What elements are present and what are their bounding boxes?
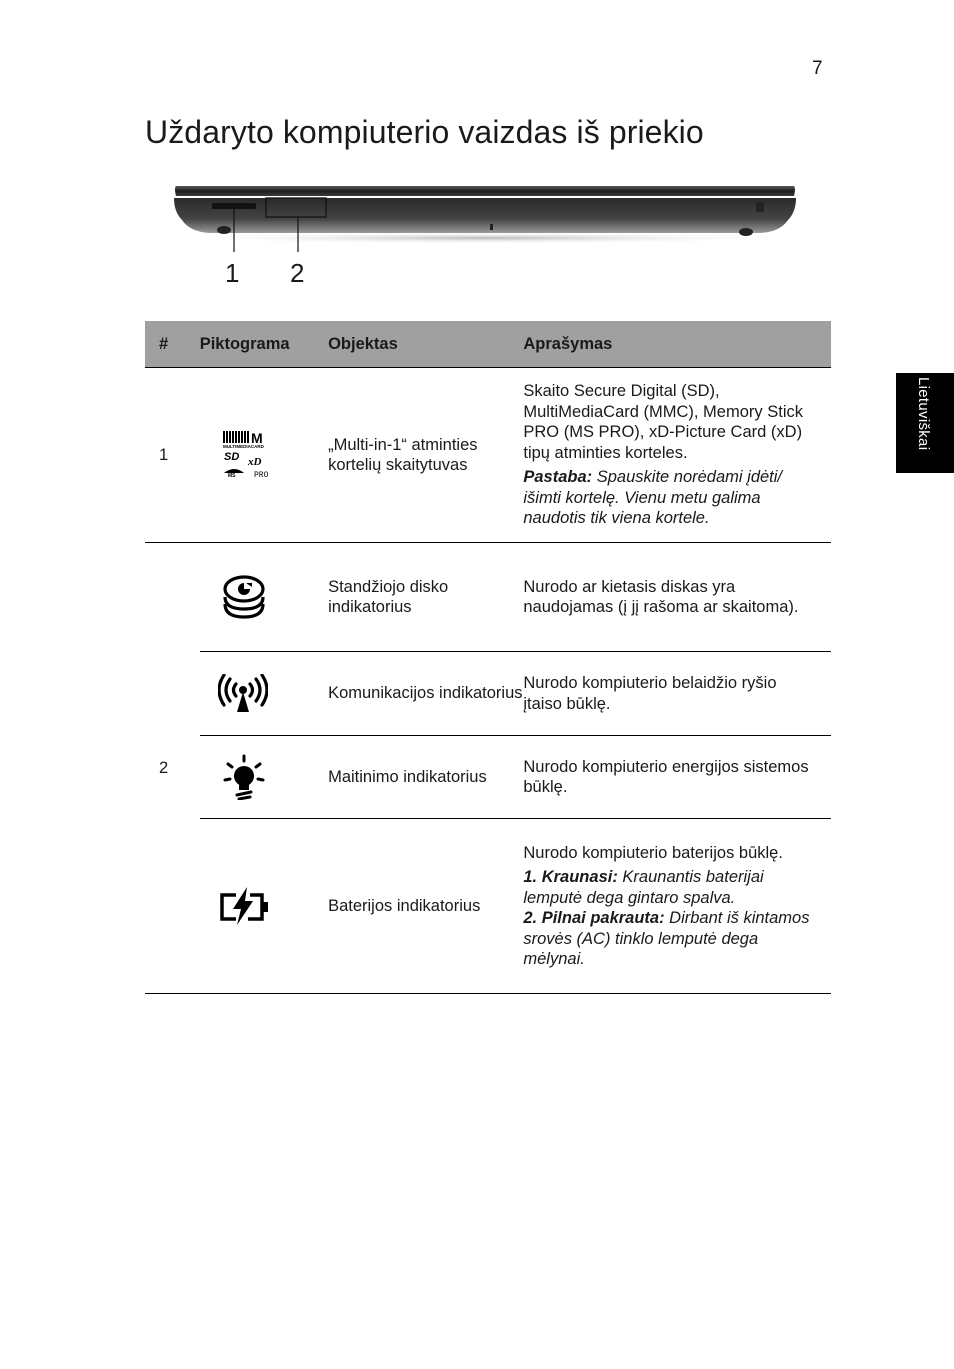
laptop-foot-right-top	[756, 202, 764, 212]
laptop-lid	[175, 186, 795, 196]
table-row	[145, 543, 831, 652]
laptop-shadow	[165, 232, 805, 244]
note-label: Pastaba:	[523, 468, 593, 487]
language-side-tab	[896, 373, 954, 473]
note-text: Dirbant iš kintamos srovės (AC) tinklo lemputė dega mėlynai.	[523, 909, 810, 968]
row-item: Komunikacijos indikatorius	[328, 652, 523, 736]
row-item: „Multi-in-1“ atminties kortelių skaitytuvas	[328, 368, 523, 543]
pro-logo-text: PRO	[253, 471, 269, 480]
ms-logo-text: MS	[227, 473, 236, 479]
row-description: Nurodo kompiuterio energijos sistemos būklę.	[523, 736, 831, 819]
row-num: 1	[145, 368, 200, 543]
laptop-foot-right	[739, 228, 753, 236]
header-item: Objektas	[328, 321, 523, 368]
table-row	[145, 652, 831, 736]
row-note	[523, 467, 817, 529]
laptop-latch	[490, 224, 493, 230]
mmc-label-text: MULTIMEDIACARD	[222, 444, 264, 449]
row-note-charging	[523, 867, 817, 908]
table-row	[145, 736, 831, 819]
row-description: Nurodo kompiuterio baterijos būklę.	[523, 843, 783, 862]
header-num: #	[145, 321, 200, 368]
note-text: Spauskite norėdami įdėti/ išimti kortelę. Vienu metu galima naudotis tik viena kortele.	[523, 468, 783, 528]
side-tab-label: Lietuviškai	[915, 377, 932, 451]
row-item: Maitinimo indikatorius	[328, 736, 523, 819]
page-number: 7	[812, 58, 823, 79]
battery-icon	[218, 886, 270, 926]
callout-label-2: 2	[290, 258, 305, 288]
table-header-row	[145, 321, 831, 368]
note-label: 2. Pilnai pakrauta:	[523, 909, 665, 927]
multi-in-1-card-reader-icon	[222, 429, 276, 481]
laptop-base	[174, 198, 796, 233]
xd-logo-text: xD	[247, 456, 262, 468]
parts-table	[145, 321, 831, 994]
header-icon: Piktograma	[200, 321, 328, 368]
page-title: Uždaryto kompiuterio vaizdas iš priekio	[145, 114, 704, 150]
row-description: Skaito Secure Digital (SD), MultiMediaCard (MMC), Memory Stick PRO (MS PRO), xD-Picture Card (xD) tipų atminties korteles.	[523, 382, 803, 462]
row-description: Nurodo ar kietasis diskas yra naudojamas (į jį rašoma ar skaitoma).	[523, 543, 831, 652]
row-note-charged	[523, 908, 817, 970]
mmc-m-text: M	[250, 430, 263, 446]
wireless-icon	[218, 674, 268, 714]
table-row	[145, 368, 831, 543]
power-icon	[222, 754, 266, 800]
header-desc: Aprašymas	[523, 321, 831, 368]
laptop-foot-left	[217, 226, 231, 234]
laptop-front-view-illustration	[160, 180, 810, 290]
row-description: Nurodo kompiuterio belaidžio ryšio įtaiso būklę.	[523, 652, 831, 736]
table-row	[145, 819, 831, 994]
note-text: Kraunantis baterijai lemputė dega gintaro spalva.	[523, 868, 764, 907]
row-item: Baterijos indikatorius	[328, 819, 523, 994]
row-num: 2	[145, 543, 200, 994]
note-label: 1. Kraunasi:	[523, 868, 618, 886]
sd-logo-text: SD	[223, 451, 239, 463]
row-item: Standžiojo disko indikatorius	[328, 543, 523, 652]
hard-disk-icon	[222, 573, 266, 621]
callout-label-1: 1	[225, 258, 240, 288]
